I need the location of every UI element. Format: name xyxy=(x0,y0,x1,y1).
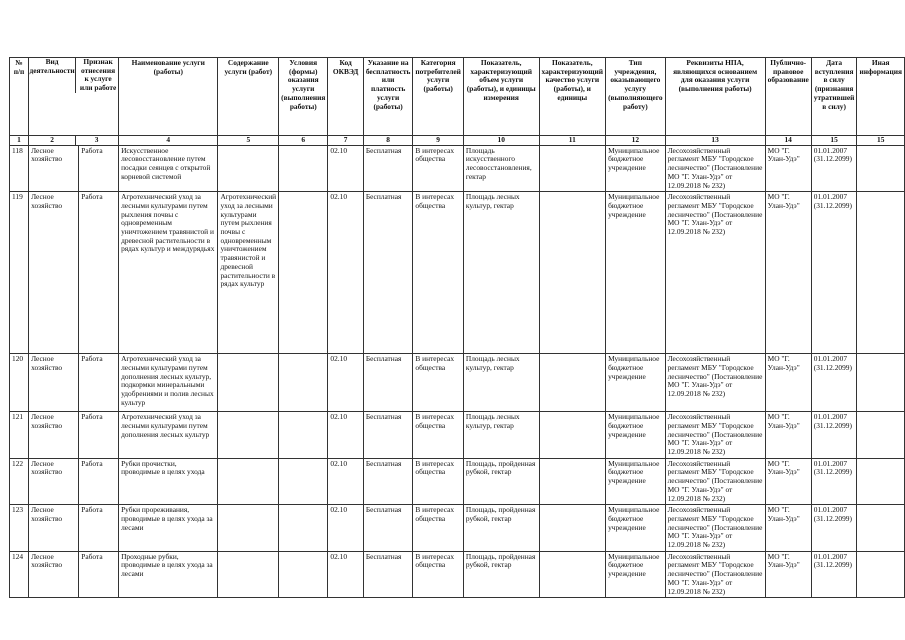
cell-institution-type: Муниципальное бюджетное учреждение xyxy=(606,551,666,598)
cell-quality xyxy=(539,354,606,412)
cell-institution-type: Муниципальное бюджетное учреждение xyxy=(606,412,666,459)
header-cell: Публично-правовое образование xyxy=(765,58,811,136)
cell-conditions xyxy=(279,412,328,459)
column-number: 3 xyxy=(75,136,117,145)
cell-category: В интересах общества xyxy=(413,505,464,552)
cell-kind: Лесное хозяйство xyxy=(29,354,79,412)
table-row xyxy=(10,145,905,192)
column-number: 7 xyxy=(328,136,363,146)
cell-quality xyxy=(539,412,606,459)
cell-npa: Лесохозяйственный регламент МБУ "Городское лесничество" (Постановление МО "Г. Улан-Удэ" от 12.09.2018 № 232) xyxy=(665,354,765,412)
cell-okved: 02.10 xyxy=(328,505,363,552)
cell-volume: Площадь, пройденная рубкой, гектар xyxy=(463,505,539,552)
cell-npa: Лесохозяйственный регламент МБУ "Городское лесничество" (Постановление МО "Г. Улан-Удэ" от 12.09.2018 № 232) xyxy=(665,458,765,505)
cell-okved: 02.10 xyxy=(328,354,363,412)
cell-service-name: Агротехнический уход за лесными культурами путем дополнения лесных культур xyxy=(119,412,218,459)
table-row xyxy=(10,192,905,354)
cell-service-name: Агротехнический уход за лесными культурами путем дополнения лесных культур, подкормки минеральными удобрениями и полив лесных культур xyxy=(119,354,218,412)
column-number: 15 xyxy=(857,136,905,146)
cell-kind: Лесное хозяйство xyxy=(29,458,79,505)
cell-municipality: МО "Г. Улан-Удэ" xyxy=(765,505,811,552)
cell-attribute: Работа xyxy=(79,505,119,552)
cell-institution-type: Муниципальное бюджетное учреждение xyxy=(606,354,666,412)
cell-category: В интересах общества xyxy=(413,412,464,459)
cell-content: Агротехнический уход за лесными культурами путем рыхления почвы с одновременным уничтожением травянистой и древесной растительности в рядах культур xyxy=(218,192,279,354)
cell-okved: 02.10 xyxy=(328,412,363,459)
cell-kind: Лесное хозяйство xyxy=(29,551,79,598)
cell-other xyxy=(857,192,905,354)
cell-service-name: Искусственное лесовосстановление путем посадки сеянцев с открытой корневой системой xyxy=(119,145,218,192)
header-cell: Категория потребителей услуги (работы) xyxy=(413,58,464,136)
column-number: 9 xyxy=(413,136,464,146)
cell-service-name: Рубки прореживания, проводимые в целях ухода за лесами xyxy=(119,505,218,552)
cell-conditions xyxy=(279,551,328,598)
column-number: 10 xyxy=(463,136,539,146)
header-cell: Показатель, характеризующий объем услуги (работы), и единицы измерения xyxy=(463,58,539,136)
cell-other xyxy=(857,551,905,598)
cell-category: В интересах общества xyxy=(413,145,464,192)
cell-other xyxy=(857,145,905,192)
cell-payment: Бесплатная xyxy=(363,412,413,459)
cell-category: В интересах общества xyxy=(413,354,464,412)
cell-conditions xyxy=(279,192,328,354)
header-cell: Указание на бесплатность или платность услуги (работы) xyxy=(363,58,413,136)
cell-number: 124 xyxy=(10,551,29,598)
cell-okved: 02.10 xyxy=(328,192,363,354)
cell-date: 01.01.2007 (31.12.2099) xyxy=(811,145,857,192)
cell-content xyxy=(218,505,279,552)
cell-quality xyxy=(539,145,606,192)
cell-number: 120 xyxy=(10,354,29,412)
cell-payment: Бесплатная xyxy=(363,458,413,505)
header-cell: Тип учреждения, оказывающего услугу (выполняющего работу) xyxy=(606,58,666,136)
cell-content xyxy=(218,145,279,192)
cell-municipality: МО "Г. Улан-Удэ" xyxy=(765,412,811,459)
cell-kind: Лесное хозяйство xyxy=(29,505,79,552)
column-number: 6 xyxy=(279,136,328,146)
cell-municipality: МО "Г. Улан-Удэ" xyxy=(765,192,811,354)
column-number-row xyxy=(10,136,905,146)
cell-category: В интересах общества xyxy=(413,192,464,354)
cell-attribute: Работа xyxy=(79,192,119,354)
cell-number: 121 xyxy=(10,412,29,459)
cell-kind: Лесное хозяйство xyxy=(29,412,79,459)
cell-okved: 02.10 xyxy=(328,458,363,505)
cell-content xyxy=(218,354,279,412)
header-cell: Реквизиты НПА, являющихся основанием для оказания услуги (выполнения работы) xyxy=(665,58,765,136)
cell-volume: Площадь, пройденная рубкой, гектар xyxy=(463,458,539,505)
column-number: 15 xyxy=(811,136,857,146)
cell-other xyxy=(857,505,905,552)
cell-other xyxy=(857,458,905,505)
cell-other xyxy=(857,412,905,459)
cell-quality xyxy=(539,458,606,505)
cell-conditions xyxy=(279,458,328,505)
cell-date: 01.01.2007 (31.12.2099) xyxy=(811,505,857,552)
table-row xyxy=(10,505,905,552)
cell-category: В интересах общества xyxy=(413,458,464,505)
header-cell: Показатель, характеризующий качество услуги (работы), и единицы xyxy=(539,58,606,136)
services-table xyxy=(9,57,905,598)
column-number: 5 xyxy=(218,136,279,146)
cell-okved: 02.10 xyxy=(328,145,363,192)
column-number: 13 xyxy=(665,136,765,146)
cell-quality xyxy=(539,505,606,552)
header-cell: Содержание услуги (работ) xyxy=(218,58,279,136)
header-cell: Признак отнесения к услуге или работе xyxy=(75,58,118,93)
cell-npa: Лесохозяйственный регламент МБУ "Городское лесничество" (Постановление МО "Г. Улан-Удэ" от 12.09.2018 № 232) xyxy=(665,505,765,552)
column-number: 11 xyxy=(539,136,606,146)
cell-attribute: Работа xyxy=(79,412,119,459)
cell-number: 119 xyxy=(10,192,29,354)
cell-date: 01.01.2007 (31.12.2099) xyxy=(811,551,857,598)
header-cell: № п/п xyxy=(10,58,29,136)
cell-municipality: МО "Г. Улан-Удэ" xyxy=(765,551,811,598)
cell-payment: Бесплатная xyxy=(363,551,413,598)
cell-volume: Площадь лесных культур, гектар xyxy=(463,412,539,459)
cell-attribute: Работа xyxy=(79,551,119,598)
cell-municipality: МО "Г. Улан-Удэ" xyxy=(765,458,811,505)
cell-payment: Бесплатная xyxy=(363,192,413,354)
cell-conditions xyxy=(279,505,328,552)
table-row xyxy=(10,458,905,505)
column-number: 2 xyxy=(50,135,54,144)
cell-content xyxy=(218,551,279,598)
cell-conditions xyxy=(279,145,328,192)
cell-date: 01.01.2007 (31.12.2099) xyxy=(811,458,857,505)
cell-number: 123 xyxy=(10,505,29,552)
cell-kind: Лесное хозяйство xyxy=(29,145,79,192)
cell-volume: Площадь, пройденная рубкой, гектар xyxy=(463,551,539,598)
cell-volume: Площадь искусственного лесовосстановления, гектар xyxy=(463,145,539,192)
column-number: 4 xyxy=(119,136,218,146)
cell-conditions xyxy=(279,354,328,412)
cell-institution-type: Муниципальное бюджетное учреждение xyxy=(606,192,666,354)
cell-content xyxy=(218,458,279,505)
cell-service-name: Агротехнический уход за лесными культурами путем рыхления почвы с одновременным уничтожением травянистой и древесной растительности в рядах культур и междурядьях xyxy=(119,192,218,354)
header-cell: Код ОКВЭД xyxy=(328,58,363,136)
cell-npa: Лесохозяйственный регламент МБУ "Городское лесничество" (Постановление МО "Г. Улан-Удэ" от 12.09.2018 № 232) xyxy=(665,551,765,598)
cell-institution-type: Муниципальное бюджетное учреждение xyxy=(606,458,666,505)
cell-date: 01.01.2007 (31.12.2099) xyxy=(811,192,857,354)
cell-kind: Лесное хозяйство xyxy=(29,192,79,354)
cell-institution-type: Муниципальное бюджетное учреждение xyxy=(606,505,666,552)
cell-quality xyxy=(539,192,606,354)
column-number: 12 xyxy=(606,136,666,146)
header-cell: Вид деятельности xyxy=(29,57,75,75)
cell-category: В интересах общества xyxy=(413,551,464,598)
cell-npa: Лесохозяйственный регламент МБУ "Городское лесничество" (Постановление МО "Г. Улан-Удэ" от 12.09.2018 № 232) xyxy=(665,192,765,354)
cell-number: 122 xyxy=(10,458,29,505)
cell-attribute: Работа xyxy=(79,145,119,192)
table-row xyxy=(10,551,905,598)
cell-municipality: МО "Г. Улан-Удэ" xyxy=(765,354,811,412)
column-number: 14 xyxy=(765,136,811,146)
cell-payment: Бесплатная xyxy=(363,354,413,412)
cell-volume: Площадь лесных культур, гектар xyxy=(463,354,539,412)
column-number: 1 xyxy=(10,136,29,146)
cell-content xyxy=(218,412,279,459)
cell-municipality: МО "Г. Улан-Удэ" xyxy=(765,145,811,192)
cell-other xyxy=(857,354,905,412)
cell-volume: Площадь лесных культур, гектар xyxy=(463,192,539,354)
cell-npa: Лесохозяйственный регламент МБУ "Городское лесничество" (Постановление МО "Г. Улан-Удэ" от 12.09.2018 № 232) xyxy=(665,412,765,459)
cell-service-name: Рубки прочистки, проводимые в целях ухода xyxy=(119,458,218,505)
cell-service-name: Проходные рубки, проводимые в целях ухода за лесами xyxy=(119,551,218,598)
cell-date: 01.01.2007 (31.12.2099) xyxy=(811,354,857,412)
cell-npa: Лесохозяйственный регламент МБУ "Городское лесничество" (Постановление МО "Г. Улан-Удэ" от 12.09.2018 № 232) xyxy=(665,145,765,192)
cell-payment: Бесплатная xyxy=(363,505,413,552)
table-row xyxy=(10,412,905,459)
cell-attribute: Работа xyxy=(79,354,119,412)
cell-attribute: Работа xyxy=(79,458,119,505)
header-row xyxy=(10,58,905,136)
cell-date: 01.01.2007 (31.12.2099) xyxy=(811,412,857,459)
header-cell: Наименование услуги (работы) xyxy=(119,58,218,136)
table-row xyxy=(10,354,905,412)
header-cell: Дата вступления в силу (признания утратившей в силу) xyxy=(811,58,857,136)
column-number: 8 xyxy=(363,136,413,146)
cell-okved: 02.10 xyxy=(328,551,363,598)
cell-payment: Бесплатная xyxy=(363,145,413,192)
cell-institution-type: Муниципальное бюджетное учреждение xyxy=(606,145,666,192)
cell-number: 118 xyxy=(10,145,29,192)
cell-quality xyxy=(539,551,606,598)
header-cell: Условия (формы) оказания услуги (выполнения работы) xyxy=(279,58,328,136)
header-cell: Иная информация xyxy=(857,58,905,136)
